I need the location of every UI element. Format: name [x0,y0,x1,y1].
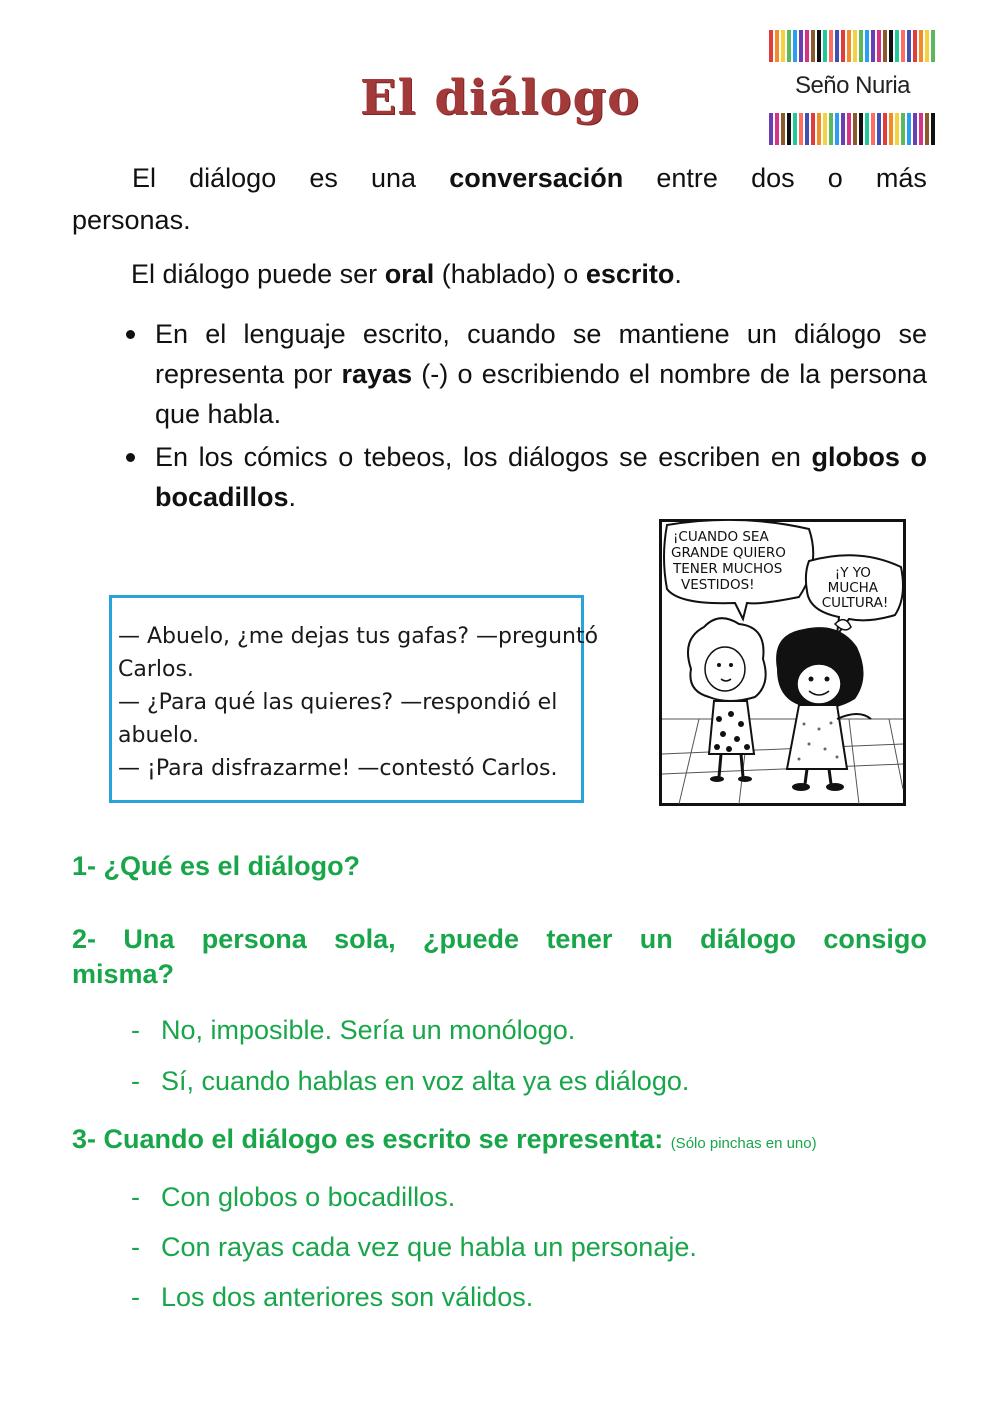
answer-text[interactable]: Con globos o bocadillos. [161,1182,456,1212]
pencil-icon [907,113,911,145]
comic-panel [659,519,906,806]
text-bold: escrito [585,259,675,289]
question-1: 1- ¿Qué es el diálogo? [72,851,361,881]
text: . [288,482,297,512]
pencil-icon [925,30,929,62]
intro-paragraph-1-line1 [72,157,927,199]
text-bold: oral [384,259,435,289]
bullet-dot-icon [126,330,135,339]
balloon-right-line: CULTURA! [821,595,889,611]
pencil-icon [769,113,773,145]
pencil-icon [841,113,845,145]
pencil-icon [925,113,929,145]
answer-text[interactable]: Los dos anteriores son válidos. [161,1282,534,1312]
balloon-right-line: ¡Y YO [834,565,871,581]
pencil-icon [787,30,791,62]
pencil-icon [769,30,773,62]
word: un [639,924,673,954]
word: persona [201,924,307,954]
dialog-line: — Abuelo, ¿me dejas tus gafas? —preguntó [118,624,599,649]
text-bold: globos o bocadillos [155,442,927,512]
word: o [827,163,843,193]
question-2-line2: misma? [72,959,175,989]
pencil-icon [913,113,917,145]
pencil-icon [823,30,827,62]
pencil-icon [853,30,857,62]
dialog-line: abuelo. [118,723,200,748]
text: . [674,259,682,289]
word: es [309,163,338,193]
balloon-left-line: TENER MUCHOS [673,561,783,577]
pencil-icon [841,30,845,62]
bullet-dot-icon [126,453,135,462]
pencil-icon [865,113,869,145]
pencil-icon [799,30,803,62]
answer-option-q3-2[interactable] [131,1232,697,1263]
balloon-left-line: ¡CUANDO SEA [673,529,769,545]
answer-option-q3-1[interactable] [131,1182,455,1213]
pencil-icon [931,30,935,62]
pencil-icon [913,30,917,62]
text: El diálogo puede ser [131,259,385,289]
pencil-icon [877,113,881,145]
pencil-icon [835,113,839,145]
text-bold: rayas [341,359,413,389]
pencil-icon [859,113,863,145]
pencil-icon [901,113,905,145]
pencil-icon [805,113,809,145]
word-bold: conversación [449,163,624,193]
question-2 [72,922,927,992]
dash: - [131,1232,140,1262]
pencil-icon [907,30,911,62]
pencil-icon [889,113,893,145]
pencil-icon [871,30,875,62]
pencil-icon [811,113,815,145]
balloon-left-line: GRANDE QUIERO [671,545,786,561]
pencil-icon [865,30,869,62]
dash: - [131,1282,140,1312]
text: En los cómics o tebeos, los diálogos se escriben en [155,442,812,472]
answer-text[interactable]: Con rayas cada vez que habla un personaje. [161,1232,697,1262]
dialog-line: — ¿Para qué las quieres? —respondió el [118,690,558,715]
pencil-icon [817,30,821,62]
pencil-icon [829,113,833,145]
question-2-line1 [72,922,927,957]
dialog-line: Carlos. [118,657,194,682]
intro-paragraph-1 [72,157,927,241]
pencil-icon [823,113,827,145]
pencil-icon [901,30,905,62]
pencil-icon [919,113,923,145]
bullet-item-1 [72,314,927,434]
answer-option-q2-1[interactable] [131,1015,575,1046]
pencil-icon [889,30,893,62]
pencil-icon [829,30,833,62]
pencil-icon [805,30,809,62]
pencil-icon [793,113,797,145]
answer-text[interactable]: Sí, cuando hablas en voz alta ya es diálogo. [161,1066,690,1096]
question-3 [72,1124,817,1155]
word: Una [123,924,175,954]
dialog-line: — ¡Para disfrazarme! —contestó Carlos. [118,756,558,781]
word: tener [546,924,613,954]
text: En el lenguaje escrito, cuando se mantiene un diálogo se representa por [155,319,927,389]
dash: - [131,1182,140,1212]
pencil-icon [781,113,785,145]
pencil-icon [919,30,923,62]
dash: - [131,1015,140,1045]
pencil-icon [793,30,797,62]
intro-paragraph-2 [131,253,931,295]
pencil-icon [799,113,803,145]
word: ¿puede [422,924,519,954]
pencil-icon [895,113,899,145]
word: entre [656,163,718,193]
pencil-icon [931,113,935,145]
pencil-icon [811,30,815,62]
text: (hablado) o [434,259,586,289]
balloon-left-line: VESTIDOS! [681,577,755,593]
bullet-list [72,314,927,520]
word: diálogo [189,163,277,193]
question-3-note: (Sólo pinchas en uno) [670,1135,817,1152]
word: consigo [823,924,927,954]
answer-text[interactable]: No, imposible. Sería un monólogo. [161,1015,576,1045]
bullet-item-2 [72,437,927,517]
pencil-icon [787,113,791,145]
question-3-text: 3- Cuando el diálogo es escrito se representa: [72,1124,671,1154]
word: una [371,163,417,193]
word: diálogo [700,924,797,954]
logo-text: Seño Nuria [794,72,911,99]
word: sola, [334,924,396,954]
intro-paragraph-1-line2: personas. [72,205,191,235]
pencil-icon [853,113,857,145]
pencil-icon [775,113,779,145]
word: El [132,163,157,193]
pencil-icon [877,30,881,62]
pencil-icon [859,30,863,62]
pencil-icon [883,30,887,62]
pencil-icon [835,30,839,62]
pencil-icon [781,30,785,62]
balloon-right-line: MUCHA [827,580,879,596]
pencil-icon [847,113,851,145]
pencil-icon [883,113,887,145]
page-title: El diálogo [359,70,641,126]
pencil-icon [775,30,779,62]
word: dos [751,163,795,193]
text: (-) o escribiendo el nombre de la persona que habla. [155,359,927,429]
dash: - [131,1066,140,1096]
answer-option-q2-2[interactable] [131,1066,689,1097]
word: 2- [72,924,97,954]
pencil-icon [847,30,851,62]
word: más [875,163,927,193]
pencil-icon [817,113,821,145]
answer-option-q3-3[interactable] [131,1282,533,1313]
pencil-icon [895,30,899,62]
pencil-icon [871,113,875,145]
